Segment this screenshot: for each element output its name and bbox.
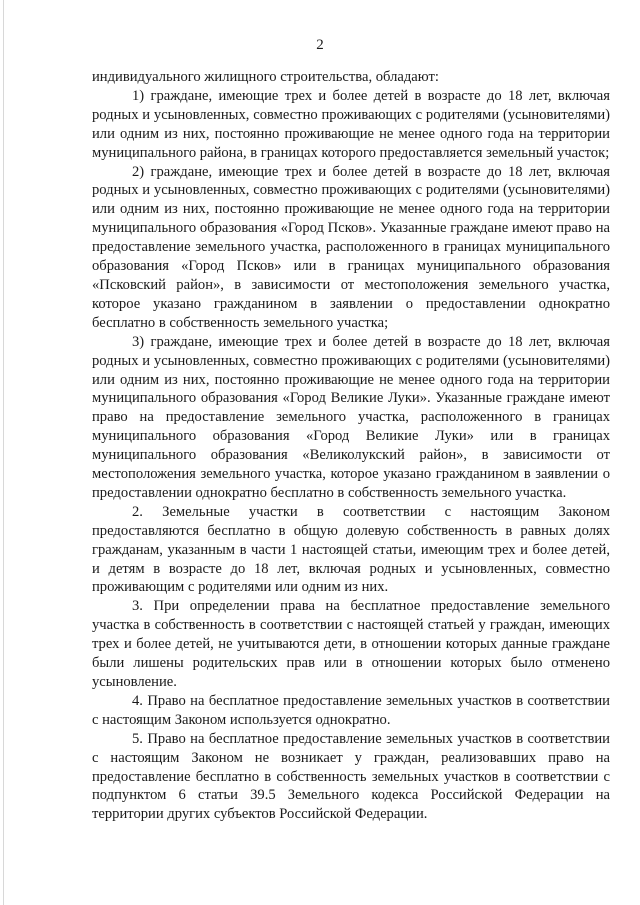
paragraph-intro: индивидуального жилищного строительства, обладают: bbox=[92, 69, 439, 85]
scan-edge bbox=[3, 0, 4, 905]
paragraph-item-2: 2) граждане, имеющие трех и более детей в возрасте до 18 лет, включая родных и усыновленных, совместно проживающих с родителями (усыновителями) или одним из них, постоянно проживающие не менее одного года на территории муниципального образования «Город Псков». Указанные граждане имеют право на предоставление земельного участка, расположенного в границах муниципального образования «Город Псков» или в границах муниципального образования «Псковский район», в зависимости от местоположения земельного участка, которое указано гражданином в заявлении о предоставлении однократно бесплатно в собственность земельного участка; bbox=[92, 163, 610, 331]
paragraph-part-4: 4. Право на бесплатное предоставление земельных участков в соответствии с настоящим Законом используется однократно. bbox=[92, 692, 610, 728]
paragraph-item-3: 3) граждане, имеющие трех и более детей в возрасте до 18 лет, включая родных и усыновленных, совместно проживающих с родителями (усыновителями) или одним из них, постоянно проживающие не менее одного года на территории муниципального образования «Город Великие Луки». Указанные граждане имеют право на предоставление земельного участка, расположенного в границах муниципального образования «Город Великие Луки» или в границах муниципального образования «Великолукский район», в зависимости от местоположения земельного участка, которое указано гражданином в заявлении о предоставлении однократно бесплатно в собственность земельного участка. bbox=[92, 333, 610, 501]
paragraph-part-3: 3. При определении права на бесплатное предоставление земельного участка в собственность в соответствии с настоящей статьей у граждан, имеющих трех и более детей, не учитываются дети, в отношении которых данные граждане были лишены родительских прав или в отношении которых было отменено усыновление. bbox=[92, 598, 610, 690]
page-number: 2 bbox=[316, 37, 324, 53]
paragraph-part-2: 2. Земельные участки в соответствии с настоящим Законом предоставляются бесплатно в общую долевую собственность в равных долях гражданам, указанным в части 1 настоящей статьи, имеющим трех и более детей, и детям в возрасте до 18 лет, включая родных и усыновленных, совместно проживающим с родителями или одним из них. bbox=[92, 503, 610, 596]
paragraph-item-1: 1) граждане, имеющие трех и более детей в возрасте до 18 лет, включая родных и усыновленных, совместно проживающих с родителями (усыновителями) или одним из них, постоянно проживающие не менее одного года на территории муниципального района, в границах которого предоставляется земельный участок; bbox=[92, 87, 610, 161]
paragraph-part-5: 5. Право на бесплатное предоставление земельных участков в соответствии с настоящим Законом не возникает у граждан, реализовавших право на предоставление бесплатно в собственность земельных участков в соответствии с подпунктом 6 статьи 39.5 Земельного кодекса Российской Федерации на территории других субъектов Российской Федерации. bbox=[92, 730, 610, 823]
document-body bbox=[92, 68, 610, 824]
